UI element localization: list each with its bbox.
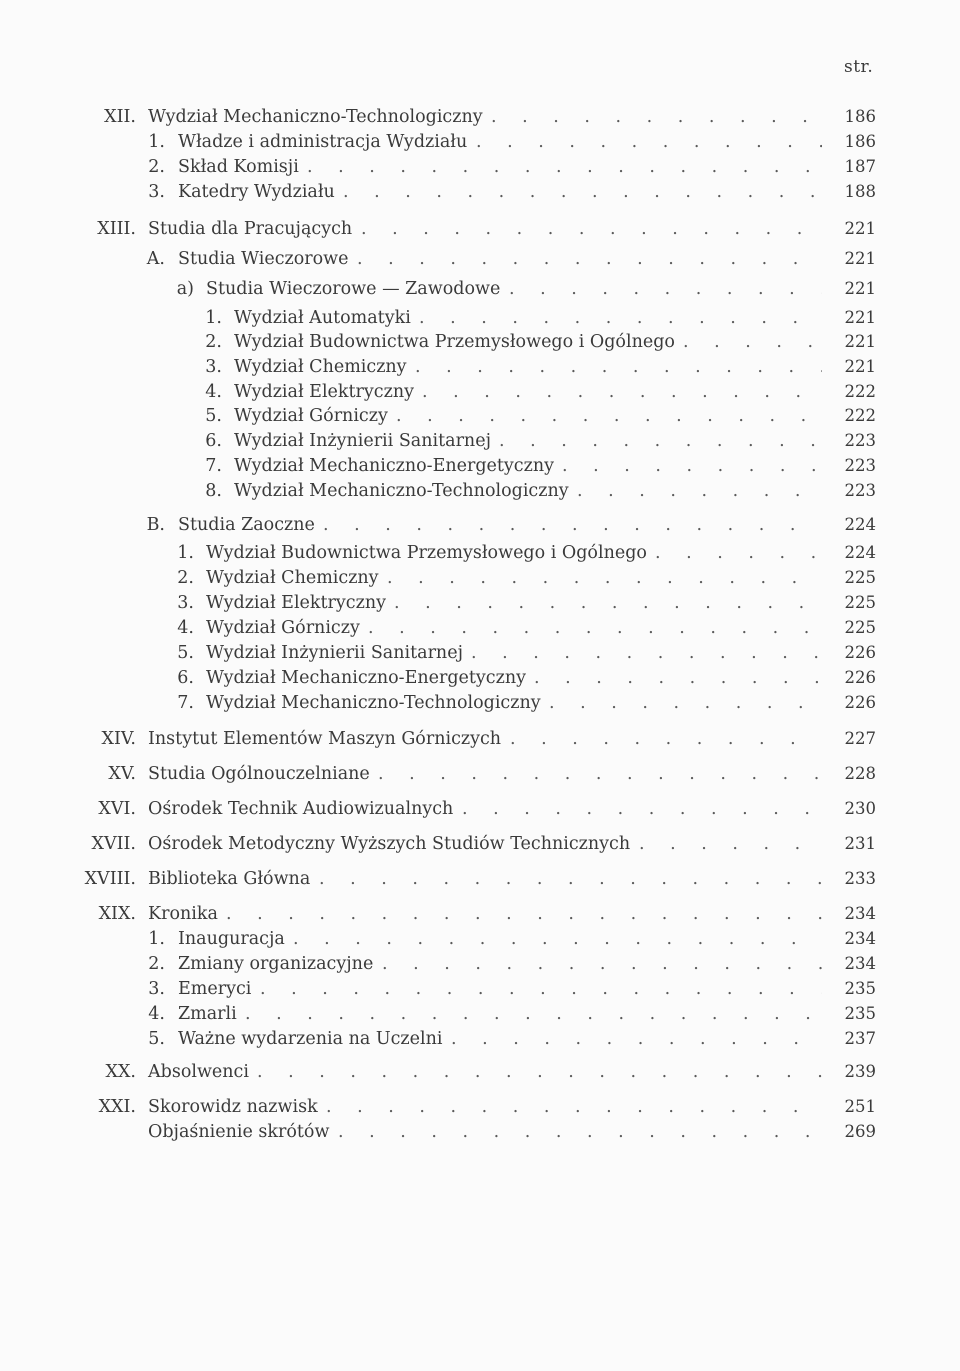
toc-entry-page: 186 [844,132,876,151]
toc-entry [0,180,960,204]
toc-entry-number: XIV. [101,729,136,749]
toc-entry-number: 4. [177,618,194,638]
toc-entry-number: XX. [105,1062,136,1082]
toc-entry-title: Wydział Inżynierii Sanitarnej [206,643,463,663]
toc-entry-title: Kronika [148,904,218,924]
toc-entry-page: 235 [844,979,876,998]
toc-entry-page: 221 [844,249,876,268]
toc-entry-title: Wydział Mechaniczno-Technologiczny [234,481,569,501]
toc-entry-number: 5. [177,643,194,663]
toc-entry-page: 234 [844,929,876,948]
leader-dots [562,454,822,478]
toc-entry-page: 269 [844,1122,876,1141]
toc-entry-page: 233 [844,869,876,888]
leader-dots [577,479,822,503]
toc-entry [0,832,960,856]
leader-dots [326,1095,822,1119]
toc-entry-title: Biblioteka Główna [148,869,311,889]
leader-dots [471,641,822,665]
toc-entry-title: Wydział Chemiczny [234,357,407,377]
toc-entry-page: 234 [844,954,876,973]
toc-entry-number: XVII. [91,834,136,854]
toc-entry-page: 226 [844,693,876,712]
toc-entry [0,727,960,751]
toc-entry-title: Wydział Budownictwa Przemysłowego i Ogólnego [234,332,675,352]
toc-entry [0,591,960,615]
toc-entry-page: 224 [844,515,876,534]
toc-entry-number: XVIII. [84,869,136,889]
leader-dots [419,306,822,330]
toc-entry-title: Studia Zaoczne [178,515,315,535]
leader-dots [549,691,822,715]
toc-entry [0,797,960,821]
toc-entry [0,306,960,330]
leader-dots [245,1002,822,1026]
toc-entry-title: Inauguracja [178,929,285,949]
toc-entry-title: Skorowidz nazwisk [148,1097,318,1117]
toc-entry [0,666,960,690]
toc-entry-page: 221 [844,219,876,238]
toc-entry [0,330,960,354]
toc-entry-number: 2. [177,568,194,588]
toc-entry-title: Wydział Mechaniczno-Technologiczny [148,107,483,127]
toc-entry-number: a) [176,279,194,299]
toc-entry-number: 1. [148,929,165,949]
toc-entry [0,380,960,404]
page-column-label: str. [844,57,874,77]
leader-dots [307,155,822,179]
leader-dots [394,591,822,615]
leader-dots [343,180,822,204]
toc-entry-title: Zmarli [178,1004,237,1024]
toc-entry [0,105,960,129]
toc-entry-title: Wydział Automatyki [234,308,411,328]
toc-entry-title: Skład Komisji [178,157,299,177]
leader-dots [382,952,822,976]
toc-entry-page: 221 [844,357,876,376]
toc-entry-number: 3. [205,357,222,377]
toc-entry-number: XV. [108,764,136,784]
toc-entry-number: XII. [104,107,136,127]
toc-entry-number: 5. [205,406,222,426]
leader-dots [387,566,822,590]
toc-entry [0,1120,960,1144]
toc-entry-page: 221 [844,308,876,327]
toc-entry-page: 225 [844,618,876,637]
toc-entry-title: Katedry Wydziału [178,182,335,202]
leader-dots [226,902,822,926]
toc-entry-title: Studia Wieczorowe [178,249,349,269]
leader-dots [368,616,822,640]
toc-entry [0,404,960,428]
toc-entry [0,902,960,926]
toc-entry-number: XVI. [98,799,136,819]
leader-dots [462,797,822,821]
leader-dots [509,277,822,301]
toc-entry [0,691,960,715]
toc-entry-title: Wydział Inżynierii Sanitarnej [234,431,491,451]
toc-entry-page: 221 [844,332,876,351]
leader-dots [319,867,822,891]
toc-entry-title: Studia Wieczorowe — Zawodowe [206,279,501,299]
toc-entry-number: 2. [205,332,222,352]
toc-entry-number: 3. [148,182,165,202]
toc-entry-title: Emeryci [178,979,252,999]
toc-entry-title: Absolwenci [148,1062,249,1082]
toc-entry-title: Wydział Budownictwa Przemysłowego i Ogólnego [206,543,647,563]
leader-dots [639,832,822,856]
toc-entry [0,217,960,241]
toc-entry [0,1002,960,1026]
toc-entry-number: 4. [148,1004,165,1024]
toc-entry-number: XXI. [98,1097,136,1117]
toc-entry-number: 3. [177,593,194,613]
toc-entry-number: 3. [148,979,165,999]
toc-entry-page: 225 [844,568,876,587]
toc-entry-page: 187 [844,157,876,176]
toc-entry-page: 222 [844,406,876,425]
toc-entry [0,429,960,453]
toc-entry-number: 1. [177,543,194,563]
toc-entry-number: 2. [148,157,165,177]
toc-entry-number: 6. [177,668,194,688]
toc-entry [0,641,960,665]
leader-dots [451,1027,822,1051]
toc-entry-page: 223 [844,481,876,500]
toc-entry [0,541,960,565]
leader-dots [257,1060,822,1084]
toc-entry-title: Wydział Górniczy [234,406,388,426]
leader-dots [476,130,822,154]
leader-dots [683,330,822,354]
toc-entry-number: 5. [148,1029,165,1049]
toc-entry-title: Ośrodek Metodyczny Wyższych Studiów Technicznych [148,834,631,854]
leader-dots [357,247,822,271]
leader-dots [396,404,822,428]
toc-entry-title: Wydział Mechaniczno-Energetyczny [206,668,526,688]
toc-entry-number: XIII. [97,219,136,239]
toc-entry-number: 2. [148,954,165,974]
toc-entry [0,1060,960,1084]
toc-entry-page: 237 [844,1029,876,1048]
toc-entry-page: 231 [844,834,876,853]
toc-entry-page: 224 [844,543,876,562]
leader-dots [338,1120,822,1144]
toc-entry-title: Instytut Elementów Maszyn Górniczych [148,729,502,749]
toc-entry-page: 235 [844,1004,876,1023]
toc-entry-page: 234 [844,904,876,923]
toc-entry-page: 226 [844,643,876,662]
leader-dots [499,429,822,453]
toc-entry-title: Objaśnienie skrótów [148,1122,330,1142]
toc-entry [0,277,960,301]
leader-dots [415,355,822,379]
toc-entry-page: 223 [844,431,876,450]
leader-dots [323,513,822,537]
leader-dots [510,727,822,751]
toc-entry-page: 227 [844,729,876,748]
toc-entry-page: 223 [844,456,876,475]
toc-entry-page: 251 [844,1097,876,1116]
toc-entry-page: 225 [844,593,876,612]
leader-dots [491,105,822,129]
toc-entry [0,130,960,154]
toc-entry-title: Studia Ogólnouczelniane [148,764,370,784]
toc-entry-number: B. [146,515,165,535]
toc-entry [0,616,960,640]
toc-entry [0,247,960,271]
toc-entry [0,762,960,786]
leader-dots [422,380,822,404]
toc-entry-page: 230 [844,799,876,818]
toc-entry-number: 6. [205,431,222,451]
toc-entry-page: 221 [844,279,876,298]
toc-entry [0,927,960,951]
toc-entry-page: 222 [844,382,876,401]
toc-entry-number: XIX. [98,904,136,924]
leader-dots [378,762,822,786]
toc-entry-title: Władze i administracja Wydziału [178,132,468,152]
leader-dots [534,666,822,690]
toc-entry-title: Ważne wydarzenia na Uczelni [178,1029,443,1049]
toc-entry-title: Studia dla Pracujących [148,219,353,239]
leader-dots [260,977,822,1001]
toc-entry-number: 7. [177,693,194,713]
toc-entry-number: 4. [205,382,222,402]
toc-entry-page: 239 [844,1062,876,1081]
toc-entry-number: A. [146,249,165,269]
toc-entry-page: 226 [844,668,876,687]
toc-entry [0,952,960,976]
toc-entry-number: 1. [205,308,222,328]
toc-entry [0,355,960,379]
toc-entry [0,566,960,590]
toc-entry-page: 228 [844,764,876,783]
toc-entry-title: Wydział Elektryczny [234,382,414,402]
toc-entry-number: 8. [205,481,222,501]
toc-entry-title: Wydział Chemiczny [206,568,379,588]
leader-dots [655,541,822,565]
toc-entry [0,977,960,1001]
toc-entry-title: Wydział Mechaniczno-Technologiczny [206,693,541,713]
leader-dots [361,217,822,241]
toc-entry-title: Zmiany organizacyjne [178,954,374,974]
toc-entry-title: Wydział Elektryczny [206,593,386,613]
toc-entry [0,479,960,503]
toc-entry-number: 1. [148,132,165,152]
toc-entry [0,867,960,891]
toc-entry-page: 186 [844,107,876,126]
toc-entry [0,1027,960,1051]
toc-entry-title: Wydział Górniczy [206,618,360,638]
toc-entry [0,155,960,179]
toc-entry [0,513,960,537]
toc-entry [0,1095,960,1119]
toc-entry-page: 188 [844,182,876,201]
leader-dots [293,927,822,951]
toc-entry-number: 7. [205,456,222,476]
toc-entry-title: Ośrodek Technik Audiowizualnych [148,799,454,819]
toc-entry-title: Wydział Mechaniczno-Energetyczny [234,456,554,476]
toc-entry [0,454,960,478]
